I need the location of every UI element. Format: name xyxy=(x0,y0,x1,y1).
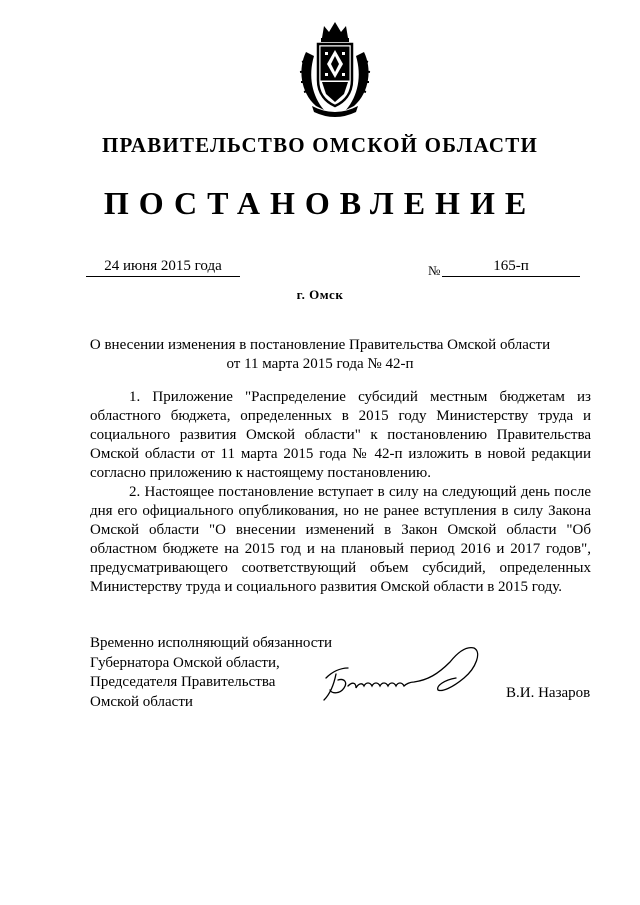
document-number-label: № xyxy=(428,263,441,278)
signatory-title-line-4: Омской области xyxy=(90,693,193,710)
document-subject xyxy=(60,336,580,374)
handwritten-signature-icon xyxy=(318,638,494,708)
body-paragraph-2: 2. Настоящее постановление вступает в силу на следующий день после дня его официального опубликования, но не ранее вступления в силу Закона Омской области "О внесении изменений в Закон Омской области "Об областном бюджете на 2015 год и на плановый период 2016 и 2017 годов", предусматривающего соответствующий объем субсидий, определенных Министерству труда и социального развития Омской области в 2015 году. xyxy=(90,484,591,595)
signatory-title-line-3: Председателя Правительства xyxy=(90,674,276,690)
signer-name: В.И. Назаров xyxy=(506,685,591,701)
document-city: г. Омск xyxy=(296,287,344,302)
document-date: 24 июня 2015 года xyxy=(86,258,240,277)
signatory-title-block xyxy=(90,634,332,712)
signatory-title-line-1: Временно исполняющий обязанности xyxy=(90,635,333,651)
subject-line-1: О внесении изменения в постановление Правительства Омской области xyxy=(89,337,551,353)
organization-name: ПРАВИТЕЛЬСТВО ОМСКОЙ ОБЛАСТИ xyxy=(101,133,538,157)
subject-line-2: от 11 марта 2015 года № 42-п xyxy=(226,356,414,372)
document-body xyxy=(90,388,591,597)
document-type-title: ПОСТАНОВЛЕНИЕ xyxy=(103,185,537,221)
document-number: 165-п xyxy=(442,258,580,277)
coat-of-arms-icon xyxy=(294,18,376,118)
body-paragraph-1: 1. Приложение "Распределение субсидий местным бюджетам из областного бюджета, определенных в 2015 году Министерству труда и социального развития Омской области" к постановлению Правительства Омской области от 11 марта 2015 года № 42-п изложить в новой редакции согласно приложению к настоящему постановлению. xyxy=(90,389,591,481)
signatory-title-line-2: Губернатора Омской области, xyxy=(90,654,280,671)
